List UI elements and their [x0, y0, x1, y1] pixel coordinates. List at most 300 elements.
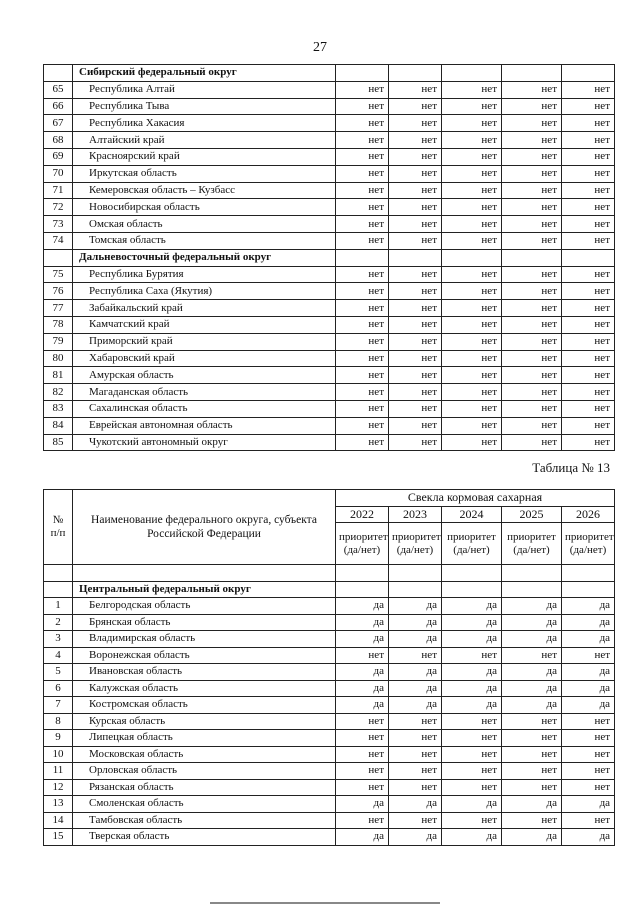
district-empty-cell — [44, 581, 73, 598]
table-row — [44, 300, 615, 317]
empty-cell — [442, 565, 502, 582]
priority-value: нет — [562, 316, 615, 333]
priority-value: нет — [562, 199, 615, 216]
year-header: 2023 — [389, 506, 442, 523]
priority-value: нет — [562, 713, 615, 730]
district-empty-cell — [44, 249, 73, 266]
empty-cell — [502, 249, 562, 266]
priority-value: нет — [442, 400, 502, 417]
region-name: Иркутская область — [73, 165, 336, 182]
priority-header: приоритет (да/нет) — [562, 523, 615, 565]
page-number: 27 — [313, 40, 327, 55]
priority-value: нет — [502, 165, 562, 182]
district-row — [44, 581, 615, 598]
priority-value: нет — [502, 232, 562, 249]
priority-value: нет — [336, 713, 389, 730]
priority-value: да — [389, 680, 442, 697]
table-row — [44, 232, 615, 249]
table-row — [44, 713, 615, 730]
priority-value: нет — [442, 763, 502, 780]
priority-value: нет — [336, 216, 389, 233]
row-number: 14 — [44, 812, 73, 829]
priority-value: да — [442, 664, 502, 681]
priority-value: нет — [336, 647, 389, 664]
empty-cell — [389, 249, 442, 266]
row-number: 84 — [44, 417, 73, 434]
priority-value: да — [562, 631, 615, 648]
row-number: 8 — [44, 713, 73, 730]
priority-value: нет — [502, 283, 562, 300]
priority-value: нет — [502, 300, 562, 317]
priority-value: нет — [442, 417, 502, 434]
table-row — [44, 730, 615, 747]
priority-value: нет — [562, 434, 615, 451]
priority-value: нет — [442, 98, 502, 115]
row-number: 83 — [44, 400, 73, 417]
priority-value: да — [336, 631, 389, 648]
row-number: 74 — [44, 232, 73, 249]
priority-value: да — [336, 614, 389, 631]
table-row — [44, 283, 615, 300]
priority-value: нет — [389, 148, 442, 165]
empty-cell — [562, 249, 615, 266]
region-name: Тамбовская область — [73, 812, 336, 829]
priority-value: нет — [336, 115, 389, 132]
priority-value: нет — [336, 98, 389, 115]
table-row — [44, 98, 615, 115]
priority-header: приоритет (да/нет) — [502, 523, 562, 565]
regions-table-continued — [43, 64, 615, 451]
region-name: Смоленская область — [73, 796, 336, 813]
priority-value: нет — [502, 434, 562, 451]
priority-value: нет — [389, 316, 442, 333]
priority-value: нет — [502, 350, 562, 367]
column-header-number-text: № п/п — [50, 514, 66, 539]
priority-value: нет — [389, 81, 442, 98]
region-name: Омская область — [73, 216, 336, 233]
table-row — [44, 316, 615, 333]
region-name: Приморский край — [73, 333, 336, 350]
priority-value: нет — [389, 779, 442, 796]
priority-value: да — [562, 598, 615, 615]
table-row — [44, 216, 615, 233]
table-row — [44, 434, 615, 451]
row-number: 73 — [44, 216, 73, 233]
table-number-label: Таблица № 13 — [532, 460, 610, 475]
column-header-number — [44, 490, 73, 565]
empty-cell — [502, 565, 562, 582]
priority-value: нет — [442, 316, 502, 333]
priority-value: нет — [442, 746, 502, 763]
beet-priority-table — [43, 489, 615, 846]
priority-value: нет — [502, 400, 562, 417]
table-row — [44, 148, 615, 165]
table-row — [44, 829, 615, 846]
priority-value: нет — [336, 300, 389, 317]
row-number: 71 — [44, 182, 73, 199]
year-header: 2025 — [502, 506, 562, 523]
priority-value: нет — [442, 165, 502, 182]
priority-value: нет — [336, 400, 389, 417]
priority-value: нет — [562, 216, 615, 233]
row-number: 11 — [44, 763, 73, 780]
priority-value: нет — [502, 148, 562, 165]
row-number: 66 — [44, 98, 73, 115]
priority-value: нет — [502, 333, 562, 350]
priority-value: нет — [442, 199, 502, 216]
row-number: 12 — [44, 779, 73, 796]
priority-value: да — [502, 614, 562, 631]
table-row — [44, 333, 615, 350]
region-name: Рязанская область — [73, 779, 336, 796]
priority-value: да — [442, 680, 502, 697]
region-name: Калужская область — [73, 680, 336, 697]
spacer-row — [44, 565, 615, 582]
year-header: 2022 — [336, 506, 389, 523]
table-row — [44, 746, 615, 763]
year-header: 2026 — [562, 506, 615, 523]
table-row — [44, 763, 615, 780]
priority-value: нет — [502, 115, 562, 132]
empty-cell — [442, 581, 502, 598]
priority-value: да — [336, 697, 389, 714]
empty-cell — [389, 581, 442, 598]
priority-value: нет — [502, 132, 562, 149]
table-row — [44, 350, 615, 367]
priority-value: нет — [389, 417, 442, 434]
priority-value: нет — [336, 81, 389, 98]
district-row — [44, 65, 615, 82]
priority-value: да — [336, 796, 389, 813]
priority-value: нет — [389, 384, 442, 401]
priority-value: нет — [442, 779, 502, 796]
region-name: Кемеровская область – Кузбасс — [73, 182, 336, 199]
table-row — [44, 400, 615, 417]
district-name: Сибирский федеральный округ — [73, 65, 336, 82]
priority-value: нет — [442, 81, 502, 98]
table-row — [44, 812, 615, 829]
priority-value: нет — [336, 266, 389, 283]
priority-value: нет — [562, 417, 615, 434]
priority-value: да — [562, 680, 615, 697]
scan-edge-line — [210, 902, 440, 904]
priority-value: нет — [502, 779, 562, 796]
priority-value: нет — [502, 316, 562, 333]
region-name: Республика Бурятия — [73, 266, 336, 283]
priority-value: нет — [502, 182, 562, 199]
region-name: Белгородская область — [73, 598, 336, 615]
priority-value: нет — [442, 812, 502, 829]
region-name: Магаданская область — [73, 384, 336, 401]
table-row — [44, 697, 615, 714]
row-number: 67 — [44, 115, 73, 132]
priority-value: нет — [562, 384, 615, 401]
district-empty-cell — [44, 65, 73, 82]
priority-value: нет — [389, 746, 442, 763]
priority-value: нет — [562, 81, 615, 98]
priority-value: да — [389, 598, 442, 615]
priority-value: нет — [389, 367, 442, 384]
priority-value: да — [442, 697, 502, 714]
priority-value: да — [502, 697, 562, 714]
region-name: Хабаровский край — [73, 350, 336, 367]
empty-cell — [562, 65, 615, 82]
empty-cell — [389, 65, 442, 82]
priority-value: нет — [562, 132, 615, 149]
priority-value: да — [502, 680, 562, 697]
priority-value: нет — [562, 367, 615, 384]
priority-value: нет — [562, 182, 615, 199]
priority-value: нет — [389, 98, 442, 115]
priority-value: нет — [562, 647, 615, 664]
priority-value: нет — [389, 763, 442, 780]
priority-value: да — [442, 796, 502, 813]
priority-value: нет — [442, 216, 502, 233]
region-name: Владимирская область — [73, 631, 336, 648]
empty-cell — [336, 565, 389, 582]
priority-value: нет — [442, 283, 502, 300]
priority-value: нет — [502, 384, 562, 401]
priority-value: нет — [562, 232, 615, 249]
priority-value: нет — [442, 148, 502, 165]
row-number: 7 — [44, 697, 73, 714]
priority-value: нет — [562, 400, 615, 417]
region-name: Чукотский автономный округ — [73, 434, 336, 451]
row-number: 72 — [44, 199, 73, 216]
priority-value: нет — [389, 199, 442, 216]
priority-value: нет — [442, 333, 502, 350]
region-name: Камчатский край — [73, 316, 336, 333]
region-name: Тверская область — [73, 829, 336, 846]
priority-value: нет — [562, 165, 615, 182]
priority-value: нет — [336, 199, 389, 216]
priority-value: нет — [502, 713, 562, 730]
empty-cell — [44, 565, 73, 582]
table-row — [44, 182, 615, 199]
empty-cell — [502, 581, 562, 598]
priority-value: нет — [502, 417, 562, 434]
row-number: 2 — [44, 614, 73, 631]
row-number: 68 — [44, 132, 73, 149]
priority-value: нет — [442, 647, 502, 664]
row-number: 79 — [44, 333, 73, 350]
priority-value: да — [336, 598, 389, 615]
priority-value: нет — [502, 730, 562, 747]
empty-cell — [389, 565, 442, 582]
priority-value: да — [389, 631, 442, 648]
region-name: Московская область — [73, 746, 336, 763]
region-name: Сахалинская область — [73, 400, 336, 417]
table-row — [44, 367, 615, 384]
region-name: Еврейская автономная область — [73, 417, 336, 434]
priority-value: нет — [336, 316, 389, 333]
row-number: 78 — [44, 316, 73, 333]
priority-value: нет — [336, 812, 389, 829]
priority-value: нет — [562, 98, 615, 115]
priority-value: нет — [389, 350, 442, 367]
priority-value: да — [562, 796, 615, 813]
district-name: Дальневосточный федеральный округ — [73, 249, 336, 266]
priority-value: нет — [562, 266, 615, 283]
priority-value: нет — [336, 746, 389, 763]
priority-value: нет — [562, 300, 615, 317]
table-row — [44, 417, 615, 434]
priority-value: нет — [442, 300, 502, 317]
table-row — [44, 598, 615, 615]
priority-value: нет — [336, 148, 389, 165]
region-name: Республика Тыва — [73, 98, 336, 115]
table-row — [44, 81, 615, 98]
region-name: Воронежская область — [73, 647, 336, 664]
region-name: Орловская область — [73, 763, 336, 780]
priority-value: нет — [336, 182, 389, 199]
priority-value: да — [562, 614, 615, 631]
table-row — [44, 165, 615, 182]
priority-value: нет — [389, 333, 442, 350]
priority-value: нет — [389, 182, 442, 199]
row-number: 80 — [44, 350, 73, 367]
priority-value: нет — [336, 384, 389, 401]
region-name: Республика Саха (Якутия) — [73, 283, 336, 300]
priority-value: нет — [502, 746, 562, 763]
empty-cell — [562, 565, 615, 582]
priority-value: да — [562, 829, 615, 846]
priority-value: нет — [336, 350, 389, 367]
row-number: 69 — [44, 148, 73, 165]
priority-value: нет — [336, 367, 389, 384]
priority-value: нет — [562, 779, 615, 796]
row-number: 6 — [44, 680, 73, 697]
empty-cell — [73, 565, 336, 582]
table-row — [44, 384, 615, 401]
priority-value: да — [442, 829, 502, 846]
priority-value: нет — [562, 115, 615, 132]
priority-value: нет — [442, 350, 502, 367]
table-row — [44, 614, 615, 631]
priority-value: нет — [502, 199, 562, 216]
priority-value: да — [389, 614, 442, 631]
row-number: 4 — [44, 647, 73, 664]
priority-value: нет — [442, 266, 502, 283]
table-row — [44, 199, 615, 216]
empty-cell — [442, 249, 502, 266]
priority-header: приоритет (да/нет) — [336, 523, 389, 565]
row-number: 85 — [44, 434, 73, 451]
priority-value: да — [389, 796, 442, 813]
region-name: Новосибирская область — [73, 199, 336, 216]
priority-value: да — [442, 631, 502, 648]
region-name: Республика Хакасия — [73, 115, 336, 132]
row-number: 1 — [44, 598, 73, 615]
priority-value: нет — [562, 812, 615, 829]
region-name: Алтайский край — [73, 132, 336, 149]
region-name: Ивановская область — [73, 664, 336, 681]
row-number: 9 — [44, 730, 73, 747]
priority-value: да — [389, 697, 442, 714]
row-number: 10 — [44, 746, 73, 763]
table-row — [44, 132, 615, 149]
priority-value: нет — [336, 434, 389, 451]
empty-cell — [336, 249, 389, 266]
priority-value: нет — [442, 384, 502, 401]
priority-value: нет — [336, 165, 389, 182]
row-number: 77 — [44, 300, 73, 317]
table-row — [44, 266, 615, 283]
priority-value: нет — [502, 98, 562, 115]
priority-value: нет — [336, 232, 389, 249]
empty-cell — [442, 65, 502, 82]
priority-value: нет — [502, 763, 562, 780]
empty-cell — [562, 581, 615, 598]
priority-value: да — [442, 598, 502, 615]
region-name: Брянская область — [73, 614, 336, 631]
row-number: 65 — [44, 81, 73, 98]
priority-value: нет — [336, 763, 389, 780]
priority-value: нет — [336, 333, 389, 350]
priority-value: нет — [562, 350, 615, 367]
table-row — [44, 631, 615, 648]
priority-value: да — [502, 664, 562, 681]
priority-value: да — [502, 598, 562, 615]
priority-value: нет — [389, 812, 442, 829]
table-row — [44, 779, 615, 796]
region-name: Курская область — [73, 713, 336, 730]
priority-value: нет — [442, 434, 502, 451]
priority-value: нет — [562, 763, 615, 780]
priority-value: нет — [389, 400, 442, 417]
priority-value: да — [336, 680, 389, 697]
priority-value: нет — [502, 216, 562, 233]
row-number: 15 — [44, 829, 73, 846]
priority-value: нет — [336, 132, 389, 149]
priority-value: нет — [562, 746, 615, 763]
priority-value: нет — [562, 283, 615, 300]
priority-value: нет — [562, 333, 615, 350]
priority-value: да — [502, 796, 562, 813]
priority-value: да — [562, 664, 615, 681]
priority-value: нет — [502, 266, 562, 283]
row-number: 75 — [44, 266, 73, 283]
priority-value: да — [336, 829, 389, 846]
priority-value: нет — [442, 367, 502, 384]
priority-value: нет — [389, 216, 442, 233]
priority-value: нет — [336, 417, 389, 434]
priority-value: нет — [502, 367, 562, 384]
priority-value: нет — [389, 283, 442, 300]
priority-value: да — [502, 829, 562, 846]
priority-value: нет — [389, 713, 442, 730]
empty-cell — [502, 65, 562, 82]
priority-value: нет — [442, 132, 502, 149]
district-name: Центральный федеральный округ — [73, 581, 336, 598]
priority-value: да — [442, 614, 502, 631]
priority-value: нет — [442, 713, 502, 730]
table-row — [44, 796, 615, 813]
priority-value: нет — [389, 132, 442, 149]
priority-value: нет — [442, 182, 502, 199]
priority-value: нет — [389, 647, 442, 664]
row-number: 81 — [44, 367, 73, 384]
row-number: 82 — [44, 384, 73, 401]
priority-value: нет — [389, 730, 442, 747]
region-name: Амурская область — [73, 367, 336, 384]
region-name: Забайкальский край — [73, 300, 336, 317]
region-name: Красноярский край — [73, 148, 336, 165]
column-header-name: Наименование федерального округа, субъекта Российской Федерации — [73, 490, 336, 565]
empty-cell — [336, 581, 389, 598]
empty-cell — [336, 65, 389, 82]
priority-value: нет — [389, 232, 442, 249]
